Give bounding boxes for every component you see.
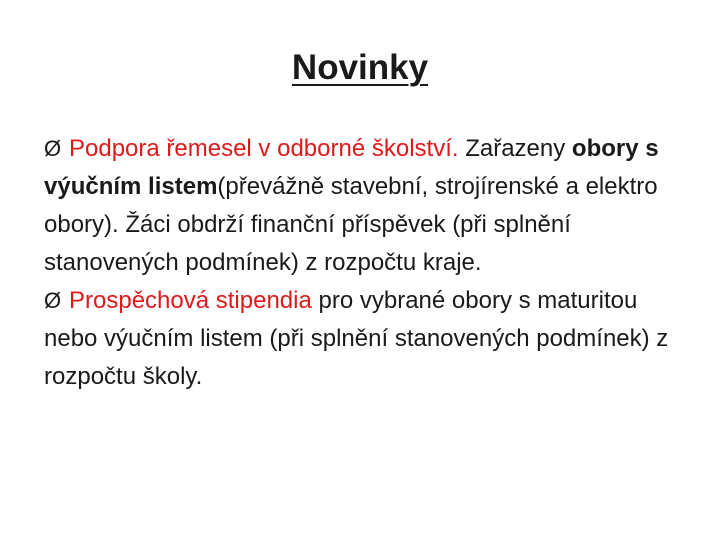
arrow-bullet-icon: Ø	[44, 288, 62, 313]
bullet-1-bold-text: obory s výučním listem	[44, 135, 659, 200]
bullet-1-text-a: Zařazeny	[458, 135, 572, 162]
bullet-item-1	[44, 130, 684, 282]
bullet-2-red-lead: Prospěchová stipendia	[69, 287, 312, 314]
bullet-2-text: pro vybrané obory s maturitou nebo výučním listem (při splnění stanovených podmínek) z rozpočtu školy.	[44, 287, 669, 390]
bullet-1-text-b: (převážně stavební, strojírenské a elektro obory). Žáci obdrží finanční příspěvek (při splnění stanovených podmínek) z rozpočtu kraje.	[44, 173, 658, 276]
bullet-1-red-lead: Podpora řemesel v odborné školství.	[69, 135, 459, 162]
arrow-bullet-icon: Ø	[44, 136, 62, 161]
bullet-item-2	[44, 282, 684, 396]
slide-title: Novinky	[291, 48, 429, 87]
slide-body	[44, 130, 684, 396]
